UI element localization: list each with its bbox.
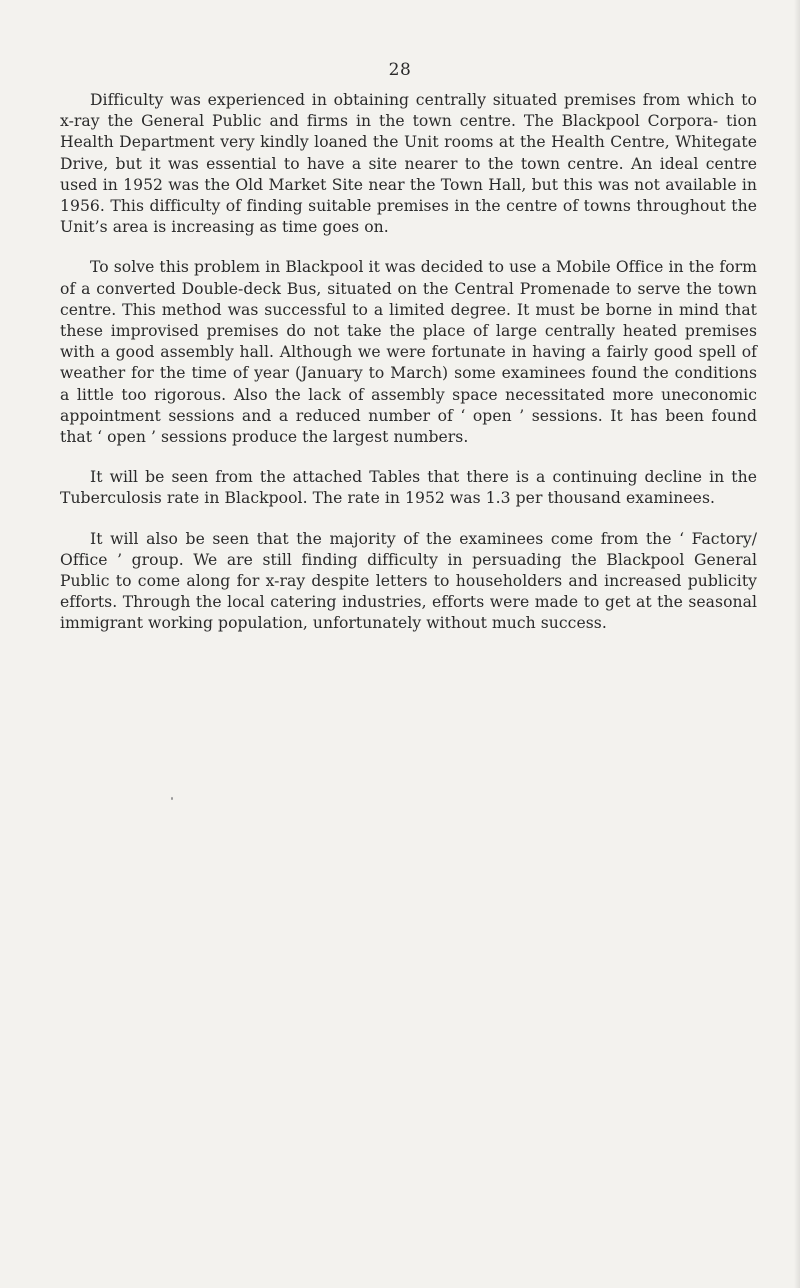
paper-speck xyxy=(171,797,173,800)
paragraph-premises: Difficulty was experienced in obtaining centrally situated premises from which to x-ray the General Public and firms in the town centre. The Blackpool Corpora- tion Health Department very kindly loaned the Unit rooms at the Health Centre, Whitegate Drive, but it was essential to have a site nearer to the town centre. An ideal centre used in 1952 was the Old Market Site near the Town Hall, but this was not available in 1956. This difficulty of finding suitable premises in the centre of towns throughout the Unit’s area is increasing as time goes on. xyxy=(60,91,757,237)
body-text xyxy=(60,90,757,654)
page-number: 28 xyxy=(388,60,412,80)
page-edge-shadow xyxy=(794,0,800,1288)
paragraph-mobile-office: To solve this problem in Blackpool it was decided to use a Mobile Office in the form of a converted Double-deck Bus, situated on the Central Promenade to serve the town centre. This method was successful to a limited degree. It must be borne in mind that these improvised premises do not take the place of large centrally heated premises with a good assembly hall. Although we were fortunate in having a fairly good spell of weather for the time of year (January to March) some examinees found the conditions a little too rigorous. Also the lack of assembly space necessitated more uneconomic appointment sessions and a reduced number of ‘ open ’ sessions. It has been found that ‘ open ’ sessions produce the largest numbers. xyxy=(60,258,757,447)
paragraph-tuberculosis-rate: It will be seen from the attached Tables that there is a continuing decline in the Tuberculosis rate in Blackpool. The rate in 1952 was 1.3 per thousand examinees. xyxy=(60,468,757,508)
paragraph-examinee-groups: It will also be seen that the majority of the examinees come from the ‘ Factory/ Office ’ group. We are still finding difficulty in persuading the Blackpool General Public to come along for x-ray despite letters to householders and increased publicity efforts. Through the local catering industries, efforts were made to get at the seasonal immigrant working population, unfortunately without much success. xyxy=(60,529,757,633)
